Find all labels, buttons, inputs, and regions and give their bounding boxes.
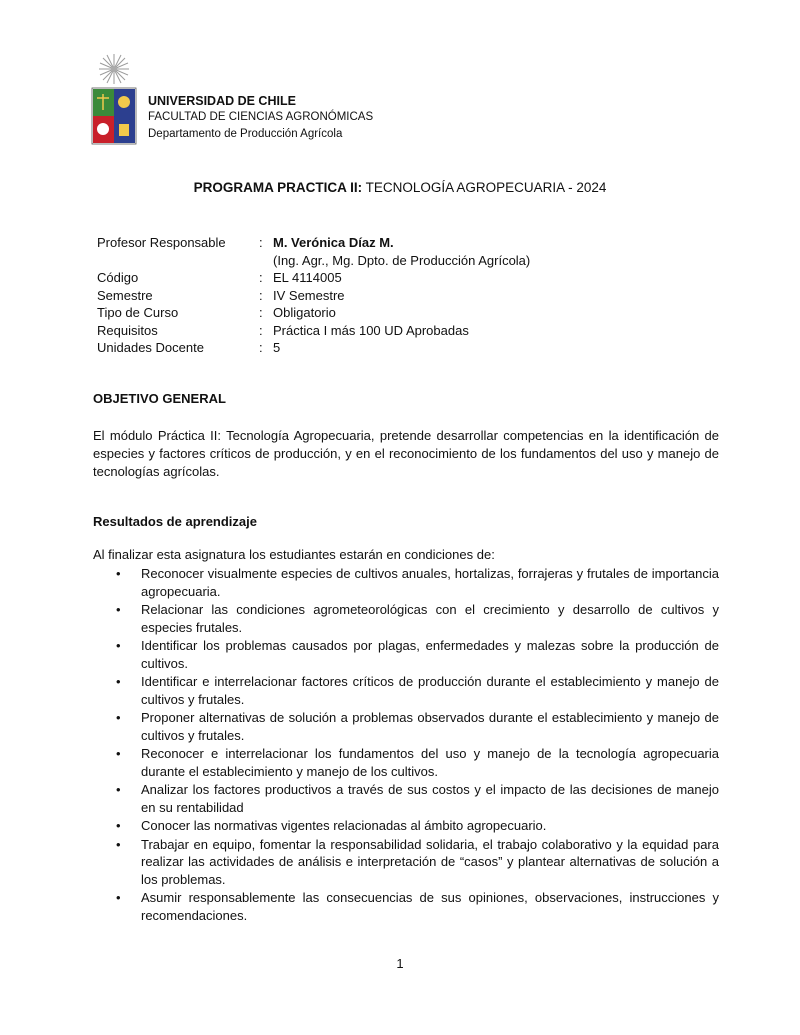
list-item — [93, 673, 719, 708]
info-value: IV Semestre — [273, 287, 345, 303]
info-value: (Ing. Agr., Mg. Dpto. de Producción Agrícola) — [273, 252, 531, 268]
info-label: Requisitos — [97, 322, 158, 338]
faculty-name: FACULTAD DE CIENCIAS AGRONÓMICAS — [148, 111, 374, 123]
bullet-icon: • — [116, 602, 121, 617]
list-item-text: Identificar los problemas causados por plagas, enfermedades y malezas sobre la producción de cultivos. — [141, 638, 719, 671]
bullet-icon: • — [116, 890, 121, 905]
resultados-list — [93, 565, 719, 925]
info-separator: : — [259, 322, 263, 338]
list-item — [93, 745, 719, 780]
info-value: EL 4114005 — [273, 270, 342, 285]
bullet-icon: • — [116, 818, 121, 833]
info-value: 5 — [273, 340, 281, 355]
info-value: M. Verónica Díaz M. — [273, 235, 394, 250]
bullet-icon: • — [116, 782, 121, 797]
info-row — [97, 287, 530, 305]
list-item-text: Reconocer e interrelacionar los fundamentos del uso y manejo de la tecnología agropecuaria durante el establecimiento y manejo de los cultivos. — [141, 746, 719, 779]
objetivo-heading: OBJETIVO GENERAL — [93, 391, 226, 406]
info-row — [97, 252, 530, 270]
bullet-icon: • — [116, 836, 121, 852]
department-name: Departamento de Producción Agrícola — [148, 128, 343, 140]
info-row — [97, 304, 530, 322]
list-item-text: Trabajar en equipo, fomentar la responsabilidad solidaria, el trabajo colaborativo y la equidad para realizar las actividades de análisis e interpretación de “casos” y plantear alternativas de solución a los problemas. — [141, 836, 719, 887]
course-info — [97, 234, 530, 357]
page-number: 1 — [396, 956, 404, 971]
info-label: Profesor Responsable — [97, 235, 226, 250]
list-item-text: Analizar los factores productivos a través de sus costos y el impacto de las decisiones de manejo en su rentabilidad — [141, 782, 719, 815]
list-item-text: Relacionar las condiciones agrometeorológicas con el crecimiento y desarrollo de cultivos y especies frutales. — [141, 602, 719, 635]
info-separator: : — [259, 305, 263, 320]
document-title — [0, 180, 800, 195]
info-value: Obligatorio — [273, 305, 336, 320]
info-label: Tipo de Curso — [97, 305, 179, 320]
title-bold: PROGRAMA PRACTICA II: — [193, 180, 363, 195]
info-separator: : — [259, 270, 263, 285]
list-item — [93, 836, 719, 889]
bullet-icon: • — [116, 566, 121, 581]
list-item-text: Asumir responsablemente las consecuencias de sus opiniones, observaciones, instrucciones y recomendaciones. — [141, 890, 719, 923]
list-item — [93, 565, 719, 600]
info-row — [97, 339, 530, 357]
list-item — [93, 709, 719, 744]
list-item-text: Conocer las normativas vigentes relacionadas al ámbito agropecuario. — [141, 818, 547, 833]
title-rest: TECNOLOGÍA AGROPECUARIA - 2024 — [362, 180, 607, 195]
list-item-text: Identificar e interrelacionar factores críticos de producción durante el establecimiento y manejo de cultivos y frutales. — [141, 674, 719, 707]
objetivo-text: El módulo Práctica II: Tecnología Agropecuaria, pretende desarrollar competencias en la identificación de especies y factores críticos de producción, y en el reconocimiento de los fundamentos del uso y manejo de tecnologías agrícolas. — [93, 428, 719, 479]
bullet-icon: • — [116, 638, 121, 653]
list-item — [93, 637, 719, 672]
list-item — [93, 817, 719, 835]
resultados-intro: Al finalizar esta asignatura los estudiantes estarán en condiciones de: — [93, 547, 495, 562]
info-row — [97, 269, 530, 287]
university-logo — [90, 52, 138, 146]
list-item — [93, 601, 719, 636]
list-item-text: Reconocer visualmente especies de cultivos anuales, hortalizas, forrajeras y frutales de importancia agropecuaria. — [141, 566, 719, 599]
info-separator: : — [259, 340, 263, 355]
institution-block — [148, 93, 373, 143]
info-separator: : — [259, 235, 263, 250]
info-row — [97, 322, 530, 340]
info-separator — [259, 252, 273, 270]
list-item — [93, 889, 719, 924]
info-label — [97, 252, 259, 270]
university-name: UNIVERSIDAD DE CHILE — [148, 94, 296, 108]
info-label: Código — [97, 270, 139, 285]
list-item-text: Proponer alternativas de solución a problemas observados durante el establecimiento y manejo de cultivos y frutales. — [141, 710, 719, 743]
bullet-icon: • — [116, 746, 121, 761]
bullet-icon: • — [116, 710, 121, 725]
resultados-heading: Resultados de aprendizaje — [93, 514, 257, 529]
info-label: Unidades Docente — [97, 340, 204, 355]
info-label: Semestre — [97, 287, 153, 303]
list-item — [93, 781, 719, 816]
info-row — [97, 234, 530, 252]
info-value: Práctica I más 100 UD Aprobadas — [273, 322, 469, 338]
info-separator: : — [259, 287, 263, 303]
bullet-icon: • — [116, 674, 121, 689]
